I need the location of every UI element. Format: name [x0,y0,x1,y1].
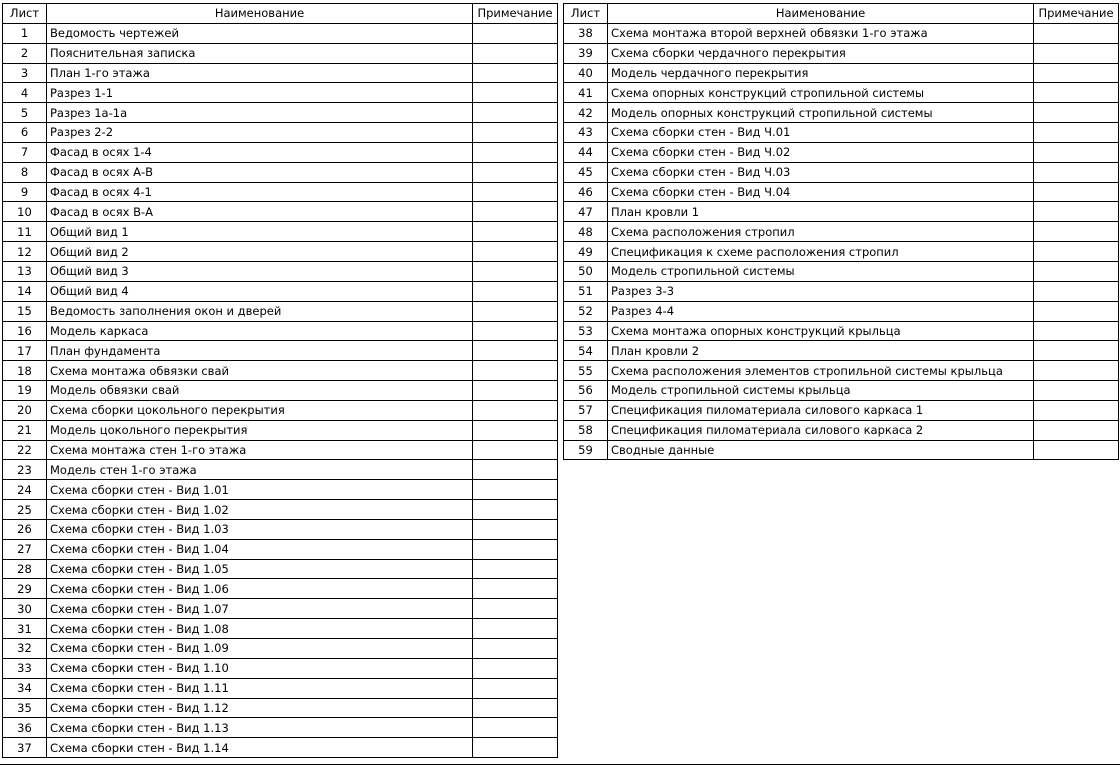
sheet-number-cell: 2 [3,43,47,63]
sheet-note-cell [1034,440,1119,460]
sheet-name-cell: Схема опорных конструкций стропильной системы [608,83,1034,103]
sheet-note-cell [473,281,558,301]
header-sheet: Лист [3,4,47,24]
sheet-note-cell [1034,43,1119,63]
sheet-note-cell [473,242,558,262]
table-row [564,63,1119,83]
sheet-number-cell: 46 [564,182,608,202]
sheet-number-cell: 37 [3,738,47,758]
sheet-number-cell: 19 [3,381,47,401]
table-row [3,440,558,460]
sheet-note-cell [473,361,558,381]
sheet-name-cell: Схема сборки стен - Вид Ч.02 [608,142,1034,162]
sheet-number-cell: 38 [564,23,608,43]
sheet-number-cell: 31 [3,619,47,639]
table-row [3,63,558,83]
sheet-number-cell: 7 [3,142,47,162]
sheet-number-cell: 22 [3,440,47,460]
table-row [564,222,1119,242]
sheet-number-cell: 57 [564,400,608,420]
sheet-name-cell: Модель каркаса [47,321,473,341]
table-row [564,162,1119,182]
sheet-note-cell [473,162,558,182]
sheet-number-cell: 5 [3,103,47,123]
table-row [3,579,558,599]
sheet-note-cell [1034,63,1119,83]
sheet-number-cell: 54 [564,341,608,361]
sheet-number-cell: 9 [3,182,47,202]
sheet-note-cell [473,261,558,281]
table-row [3,559,558,579]
sheet-note-cell [473,222,558,242]
sheet-note-cell [473,559,558,579]
sheet-number-cell: 29 [3,579,47,599]
sheet-number-cell: 48 [564,222,608,242]
sheet-name-cell: Фасад в осях 1-4 [47,142,473,162]
sheet-name-cell: Схема сборки стен - Вид 1.05 [47,559,473,579]
sheet-number-cell: 23 [3,460,47,480]
sheet-note-cell [1034,301,1119,321]
table-row [564,440,1119,460]
table-row [564,83,1119,103]
sheet-name-cell: Модель опорных конструкций стропильной системы [608,103,1034,123]
table-row [3,23,558,43]
sheet-name-cell: Ведомость чертежей [47,23,473,43]
sheet-name-cell: Схема сборки цокольного перекрытия [47,400,473,420]
table-row [564,261,1119,281]
sheet-note-cell [473,658,558,678]
sheet-note-cell [473,142,558,162]
sheet-number-cell: 25 [3,500,47,520]
sheet-number-cell: 39 [564,43,608,63]
table-row [564,242,1119,262]
sheet-number-cell: 17 [3,341,47,361]
sheet-note-cell [1034,123,1119,143]
sheet-note-cell [1034,281,1119,301]
table-row [3,718,558,738]
sheet-note-cell [473,738,558,758]
table-row [564,123,1119,143]
table-row [3,261,558,281]
sheet-name-cell: Модель стропильной системы крыльца [608,381,1034,401]
sheet-name-cell: Схема сборки стен - Вид 1.03 [47,519,473,539]
table-row [564,103,1119,123]
sheet-name-cell: Разрез 1а-1а [47,103,473,123]
sheet-number-cell: 34 [3,678,47,698]
sheet-note-cell [1034,83,1119,103]
sheet-name-cell: Общий вид 2 [47,242,473,262]
sheet-note-cell [473,500,558,520]
sheet-number-cell: 36 [3,718,47,738]
sheet-name-cell: Общий вид 3 [47,261,473,281]
sheet-name-cell: Схема монтажа опорных конструкций крыльца [608,321,1034,341]
table-row [564,381,1119,401]
sheet-number-cell: 1 [3,23,47,43]
sheet-note-cell [473,182,558,202]
table-row [3,519,558,539]
sheet-number-cell: 40 [564,63,608,83]
sheet-number-cell: 18 [3,361,47,381]
sheet-name-cell: Модель цокольного перекрытия [47,420,473,440]
sheet-name-cell: Модель обвязки свай [47,381,473,401]
sheet-name-cell: Разрез 3-3 [608,281,1034,301]
header-sheet: Лист [564,4,608,24]
table-row [3,460,558,480]
sheet-name-cell: Модель стропильной системы [608,261,1034,281]
table-row [3,599,558,619]
table-row [3,500,558,520]
sheet-name-cell: Спецификация пиломатериала силового каркаса 2 [608,420,1034,440]
sheet-number-cell: 4 [3,83,47,103]
sheet-note-cell [1034,242,1119,262]
sheet-number-cell: 28 [3,559,47,579]
sheet-number-cell: 43 [564,123,608,143]
sheet-name-cell: Схема монтажа стен 1-го этажа [47,440,473,460]
table-row [564,43,1119,63]
sheet-note-cell [1034,261,1119,281]
sheet-name-cell: Схема сборки стен - Вид 1.09 [47,639,473,659]
header-note: Примечание [473,4,558,24]
sheet-number-cell: 51 [564,281,608,301]
table-row [564,420,1119,440]
table-header-row [3,4,558,24]
sheet-number-cell: 3 [3,63,47,83]
sheet-name-cell: Общий вид 1 [47,222,473,242]
sheet-name-cell: Схема сборки стен - Вид 1.14 [47,738,473,758]
sheet-note-cell [473,460,558,480]
sheet-note-cell [473,202,558,222]
sheet-name-cell: Схема сборки стен - Вид Ч.03 [608,162,1034,182]
sheet-note-cell [473,63,558,83]
sheet-note-cell [473,519,558,539]
sheet-note-cell [473,539,558,559]
table-row [3,162,558,182]
sheet-number-cell: 44 [564,142,608,162]
table-row [3,361,558,381]
sheet-name-cell: План 1-го этажа [47,63,473,83]
table-row [3,480,558,500]
sheet-number-cell: 35 [3,698,47,718]
table-row [564,281,1119,301]
sheet-name-cell: Схема сборки стен - Вид 1.01 [47,480,473,500]
table-row [564,202,1119,222]
sheet-note-cell [473,43,558,63]
sheet-number-cell: 42 [564,103,608,123]
sheet-name-cell: План кровли 2 [608,341,1034,361]
table-row [564,341,1119,361]
sheet-note-cell [1034,23,1119,43]
sheet-note-cell [473,639,558,659]
sheet-name-cell: Спецификация пиломатериала силового каркаса 1 [608,400,1034,420]
sheet-number-cell: 59 [564,440,608,460]
sheet-number-cell: 24 [3,480,47,500]
sheet-note-cell [473,83,558,103]
sheet-name-cell: Схема сборки стен - Вид 1.08 [47,619,473,639]
sheet-number-cell: 49 [564,242,608,262]
sheet-name-cell: Разрез 1-1 [47,83,473,103]
table-row [564,182,1119,202]
table-row [3,619,558,639]
sheet-name-cell: Схема сборки стен - Вид 1.10 [47,658,473,678]
sheet-name-cell: Схема расположения элементов стропильной системы крыльца [608,361,1034,381]
sheet-note-cell [1034,420,1119,440]
sheet-number-cell: 56 [564,381,608,401]
sheet-name-cell: План фундамента [47,341,473,361]
sheet-number-cell: 53 [564,321,608,341]
table-header-row [564,4,1119,24]
sheet-note-cell [473,400,558,420]
table-row [3,539,558,559]
sheet-number-cell: 32 [3,639,47,659]
sheet-number-cell: 13 [3,261,47,281]
sheet-name-cell: Схема сборки стен - Вид 1.12 [47,698,473,718]
sheet-name-cell: Схема сборки стен - Вид Ч.01 [608,123,1034,143]
sheet-note-cell [473,103,558,123]
sheet-number-cell: 6 [3,123,47,143]
sheet-number-cell: 50 [564,261,608,281]
header-name: Наименование [47,4,473,24]
sheet-note-cell [473,420,558,440]
table-row [3,142,558,162]
table-row [3,83,558,103]
table-row [3,420,558,440]
sheet-note-cell [1034,381,1119,401]
table-row [564,400,1119,420]
sheet-note-cell [1034,182,1119,202]
sheet-name-cell: Схема сборки стен - Вид 1.06 [47,579,473,599]
sheet-name-cell: Схема сборки стен - Вид 1.02 [47,500,473,520]
header-name: Наименование [608,4,1034,24]
table-row [3,381,558,401]
sheet-note-cell [473,619,558,639]
sheet-note-cell [473,718,558,738]
sheet-number-cell: 16 [3,321,47,341]
table-row [3,301,558,321]
table-body-right [564,23,1119,460]
table-row [3,43,558,63]
sheet-number-cell: 8 [3,162,47,182]
sheet-name-cell: Пояснительная записка [47,43,473,63]
sheet-name-cell: Модель стен 1-го этажа [47,460,473,480]
table-body-left [3,23,558,757]
drawings-register-table-right [563,3,1119,460]
sheet-name-cell: Фасад в осях 4-1 [47,182,473,202]
table-row [3,222,558,242]
sheet-note-cell [473,23,558,43]
table-row [3,341,558,361]
sheet-note-cell [473,321,558,341]
sheet-note-cell [1034,162,1119,182]
sheet-note-cell [473,440,558,460]
sheet-number-cell: 45 [564,162,608,182]
sheet-number-cell: 55 [564,361,608,381]
sheet-number-cell: 14 [3,281,47,301]
sheet-number-cell: 20 [3,400,47,420]
sheet-name-cell: Схема сборки стен - Вид Ч.04 [608,182,1034,202]
sheet-note-cell [1034,361,1119,381]
sheet-number-cell: 47 [564,202,608,222]
table-row [3,202,558,222]
sheet-name-cell: Фасад в осях В-А [47,202,473,222]
table-row [3,658,558,678]
sheet-number-cell: 12 [3,242,47,262]
sheet-name-cell: Схема сборки стен - Вид 1.04 [47,539,473,559]
sheet-name-cell: Схема сборки стен - Вид 1.13 [47,718,473,738]
sheet-number-cell: 52 [564,301,608,321]
table-row [3,698,558,718]
table-row [564,23,1119,43]
bottom-border-line [0,764,1120,765]
table-row [3,321,558,341]
sheet-name-cell: Схема монтажа второй верхней обвязки 1-го этажа [608,23,1034,43]
sheet-name-cell: Общий вид 4 [47,281,473,301]
sheet-note-cell [473,381,558,401]
table-row [564,301,1119,321]
table-row [3,738,558,758]
table-row [3,103,558,123]
sheet-note-cell [473,480,558,500]
sheet-number-cell: 33 [3,658,47,678]
sheet-name-cell: План кровли 1 [608,202,1034,222]
sheet-name-cell: Схема сборки стен - Вид 1.07 [47,599,473,619]
sheet-name-cell: Сводные данные [608,440,1034,460]
sheet-name-cell: Разрез 2-2 [47,123,473,143]
sheet-note-cell [1034,142,1119,162]
sheet-number-cell: 11 [3,222,47,242]
sheet-note-cell [1034,202,1119,222]
sheet-number-cell: 26 [3,519,47,539]
sheet-name-cell: Схема расположения стропил [608,222,1034,242]
sheet-note-cell [1034,103,1119,123]
sheet-note-cell [1034,222,1119,242]
sheet-name-cell: Ведомость заполнения окон и дверей [47,301,473,321]
sheet-number-cell: 21 [3,420,47,440]
table-row [564,321,1119,341]
table-row [564,361,1119,381]
table-row [3,400,558,420]
table-row [3,639,558,659]
sheet-name-cell: Спецификация к схеме расположения стропил [608,242,1034,262]
sheet-note-cell [1034,400,1119,420]
sheet-name-cell: Разрез 4-4 [608,301,1034,321]
sheet-note-cell [473,123,558,143]
sheet-note-cell [1034,341,1119,361]
sheet-note-cell [473,341,558,361]
sheet-name-cell: Схема сборки чердачного перекрытия [608,43,1034,63]
sheet-name-cell: Схема монтажа обвязки свай [47,361,473,381]
table-row [3,281,558,301]
sheet-note-cell [473,599,558,619]
sheet-note-cell [473,698,558,718]
sheet-note-cell [473,579,558,599]
sheet-number-cell: 30 [3,599,47,619]
sheet-name-cell: Схема сборки стен - Вид 1.11 [47,678,473,698]
sheet-number-cell: 10 [3,202,47,222]
table-row [564,142,1119,162]
table-row [3,182,558,202]
sheet-note-cell [1034,321,1119,341]
sheet-note-cell [473,301,558,321]
drawings-register-table-left [2,3,558,758]
sheet-number-cell: 41 [564,83,608,103]
sheet-name-cell: Фасад в осях А-В [47,162,473,182]
sheet-name-cell: Модель чердачного перекрытия [608,63,1034,83]
table-row [3,678,558,698]
table-row [3,242,558,262]
sheet-number-cell: 27 [3,539,47,559]
header-note: Примечание [1034,4,1119,24]
sheet-note-cell [473,678,558,698]
sheet-number-cell: 58 [564,420,608,440]
table-row [3,123,558,143]
sheet-number-cell: 15 [3,301,47,321]
